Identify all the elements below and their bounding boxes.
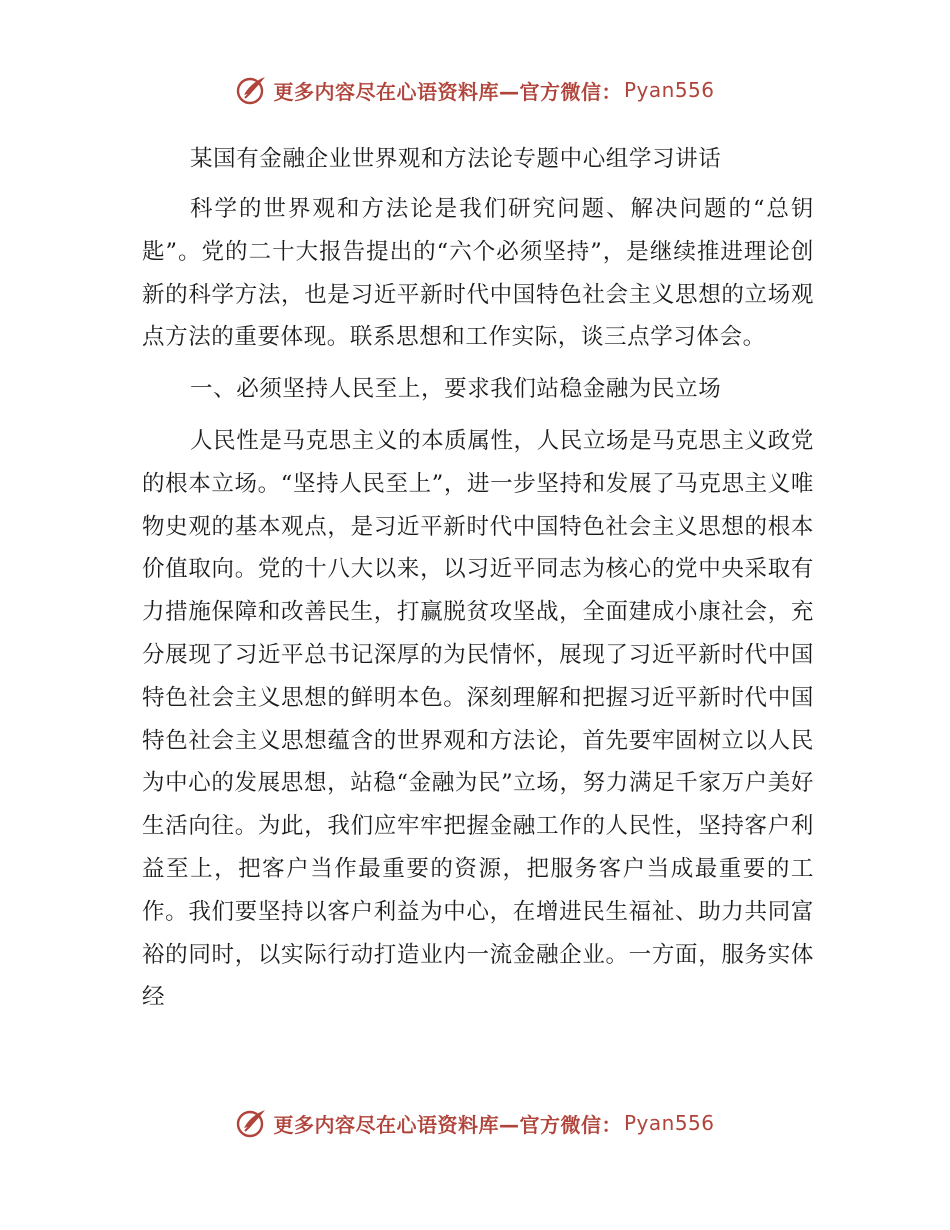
quill-logo-icon: [235, 73, 269, 107]
banner-handle: Pyan556: [623, 78, 715, 102]
section-1-paragraph: 人民性是马克思主义的本质属性，人民立场是马克思主义政党的根本立场。“坚持人民至上”，进一步坚持和发展了马克思主义唯物史观的基本观点，是习近平新时代中国特色社会主义思想的根本价值取向。党的十八大以来，以习近平同志为核心的党中央采取有力措施保障和改善民生，打赢脱贫攻坚战，全面建成小康社会，充分展现了习近平总书记深厚的为民情怀，展现了习近平新时代中国特色社会主义思想的鲜明本色。深刻理解和把握习近平新时代中国特色社会主义思想蕴含的世界观和方法论，首先要牢固树立以人民为中心的发展思想，站稳“金融为民”立场，努力满足千家万户美好生活向往。为此，我们应牢牢把握金融工作的人民性，坚持客户利益至上，把客户当作最重要的资源，把服务客户当成最重要的工作。我们要坚持以客户利益为中心，在增进民生福祉、助力共同富裕的同时，以实际行动打造业内一流金融企业。一方面，服务实体经: [142, 427, 814, 1011]
quill-logo-icon: [235, 1106, 269, 1140]
document-body: [142, 138, 814, 1019]
banner-handle: Pyan556: [623, 1111, 715, 1135]
banner-text: 更多内容尽在心语资料库—官方微信：: [273, 79, 622, 104]
banner-text: 更多内容尽在心语资料库—官方微信：: [273, 1112, 622, 1137]
document-title: 某国有金融企业世界观和方法论专题中心组学习讲话: [190, 146, 722, 172]
section-1-heading: 一、必须坚持人民至上，要求我们站稳金融为民立场: [190, 376, 722, 403]
footer-watermark-banner: [0, 1103, 950, 1143]
header-watermark-banner: [0, 70, 950, 110]
intro-paragraph: 科学的世界观和方法论是我们研究问题、解决问题的“总钥匙”。党的二十大报告提出的“六个必须坚持”，是继续推进理论创新的科学方法，也是习近平新时代中国特色社会主义思想的立场观点方法的重要体现。联系思想和工作实际，谈三点学习体会。: [142, 196, 814, 351]
